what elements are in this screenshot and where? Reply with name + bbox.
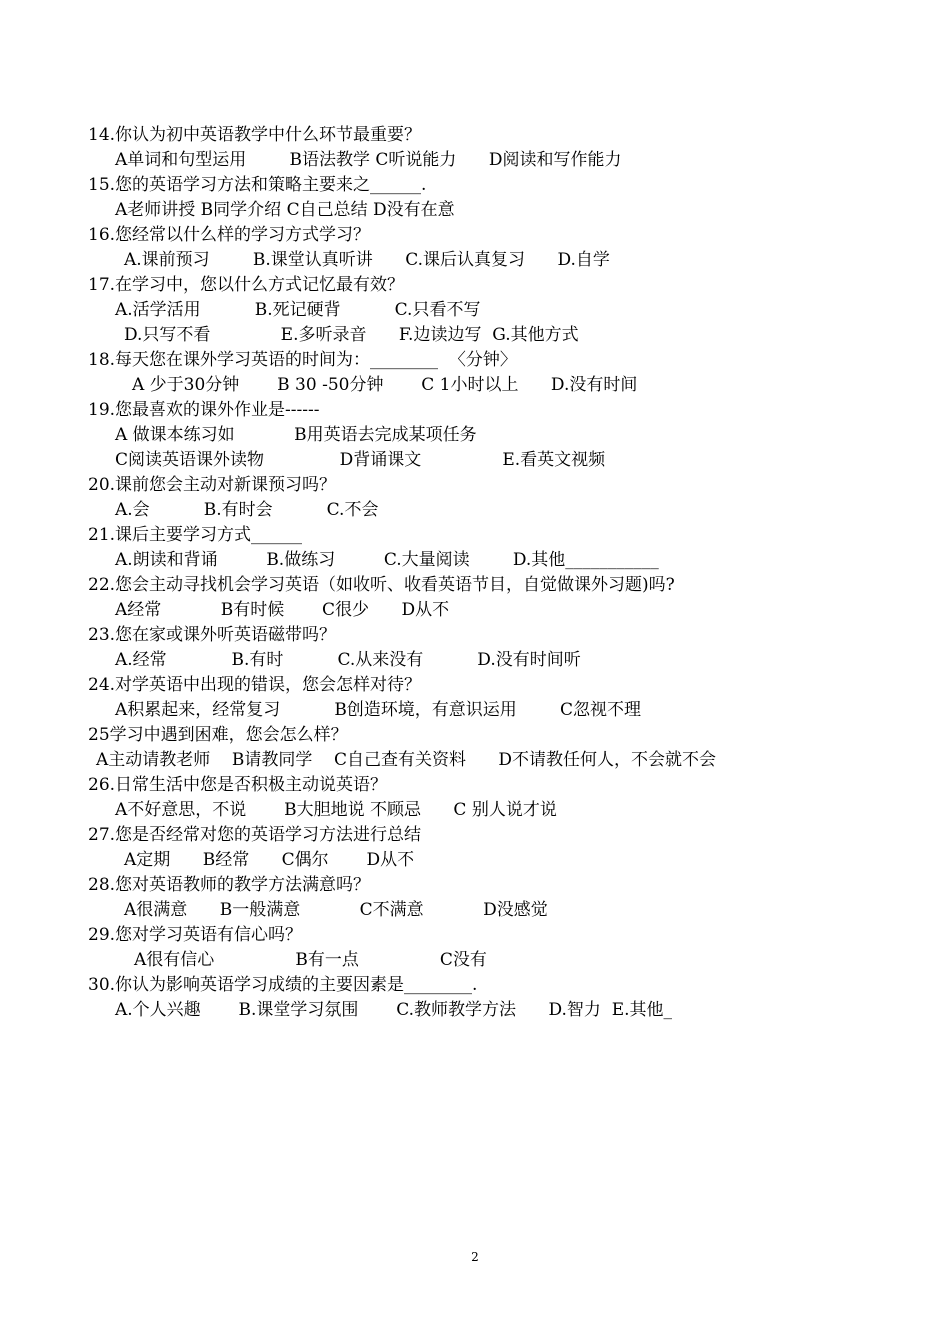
options-23: A.经常 B.有时 C.从来没有 D.没有时间听 — [115, 650, 581, 670]
question-22: 22.您会主动寻找机会学习英语（如收听、收看英语节目，自觉做课外习题)吗? — [88, 575, 675, 595]
options-21: A.朗读和背诵 B.做练习 C.大量阅读 D.其他___________ — [115, 550, 659, 570]
question-14: 14.你认为初中英语教学中什么环节最重要？ — [88, 125, 422, 145]
options-29: A很有信心 B有一点 C没有 — [134, 950, 487, 970]
question-30: 30.你认为影响英语学习成绩的主要因素是________. — [88, 975, 478, 995]
options-22: A经常 B有时候 C很少 D从不 — [115, 600, 450, 620]
question-29: 29.您对学习英语有信心吗？ — [88, 925, 303, 945]
question-28: 28.您对英语教师的教学方法满意吗？ — [88, 875, 371, 895]
question-15: 15.您的英语学习方法和策略主要来之______. — [88, 175, 427, 195]
page-number: 2 — [471, 1250, 479, 1264]
options-14: A单词和句型运用 B语法教学 C听说能力 D阅读和写作能力 — [115, 150, 622, 170]
options-26: A不好意思，不说 B大胆地说 不顾忌 C 别人说才说 — [115, 800, 557, 820]
options-20: A.会 B.有时会 C.不会 — [115, 500, 379, 520]
question-18: 18.每天您在课外学习英语的时间为：________ 〈分钟〉 — [88, 350, 517, 370]
options-28: A很满意 B一般满意 C不满意 D没感觉 — [124, 900, 548, 920]
options-24: A积累起来，经常复习 B创造环境，有意识运用 C忽视不理 — [115, 700, 642, 720]
options-27: A定期 B经常 C偶尔 D从不 — [124, 850, 415, 870]
question-26: 26.日常生活中您是否积极主动说英语？ — [88, 775, 388, 795]
options-17-line1: A.活学活用 B.死记硬背 C.只看不写 — [115, 300, 481, 320]
options-30: A.个人兴趣 B.课堂学习氛围 C.教师教学方法 D.智力 E.其他_ — [115, 1000, 673, 1020]
question-23: 23.您在家或课外听英语磁带吗？ — [88, 625, 337, 645]
question-25: 25学习中遇到困难，您会怎么样？ — [88, 725, 348, 745]
question-21: 21.课后主要学习方式______ — [88, 525, 303, 545]
question-24: 24.对学英语中出现的错误，您会怎样对待？ — [88, 675, 422, 695]
options-19-line1: A 做课本练习如 B用英语去完成某项任务 — [115, 425, 477, 445]
options-18: A 少于30分钟 B 30 -50分钟 C 1小时以上 D.没有时间 — [132, 375, 638, 395]
question-27: 27.您是否经常对您的英语学习方法进行总结 — [88, 825, 422, 845]
options-16: A.课前预习 B.课堂认真听讲 C.课后认真复习 D.自学 — [124, 250, 610, 270]
question-20: 20.课前您会主动对新课预习吗？ — [88, 475, 337, 495]
question-17: 17.在学习中，您以什么方式记忆最有效？ — [88, 275, 405, 295]
question-16: 16.您经常以什么样的学习方式学习？ — [88, 225, 371, 245]
question-19: 19.您最喜欢的课外作业是------ — [88, 400, 320, 420]
options-17-line2: D.只写不看 E.多听录音 F.边读边写 G.其他方式 — [124, 325, 579, 345]
options-15: A老师讲授 B同学介绍 C自己总结 D没有在意 — [115, 200, 455, 220]
options-25: A主动请教老师 B请教同学 C自己查有关资料 D不请教任何人，不会就不会 — [96, 750, 717, 770]
options-19-line2: C阅读英语课外读物 D背诵课文 E.看英文视频 — [115, 450, 606, 470]
